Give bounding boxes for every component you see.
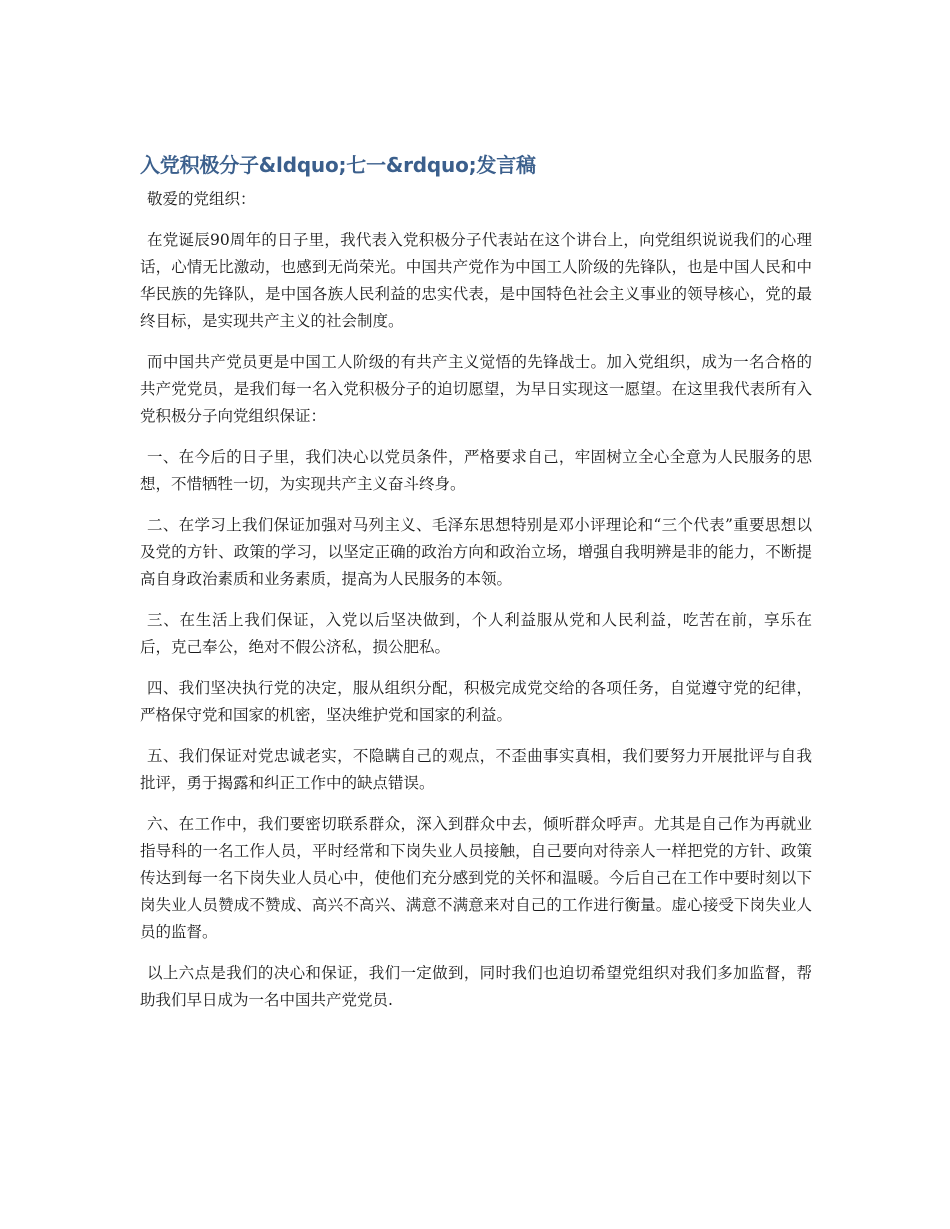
paragraph-point-6: 六、在工作中，我们要密切联系群众，深入到群众中去，倾听群众呼声。尤其是自己作为再就业指导科的一名工作人员，平时经常和下岗失业人员接触，自己要向对待亲人一样把党的方针、政策传达到每一名下岗失业人员心中，使他们充分感到党的关怀和温暖。今后自己在工作中要时刻以下岗失业人员赞成不赞成、高兴不高兴、满意不满意来对自己的工作进行衡量。虚心接受下岗失业人员的监督。	[140, 815, 812, 941]
document-title: 入党积极分子&ldquo;七一&rdquo;发言稿	[140, 153, 536, 177]
salutation: 敬爱的党组织：	[147, 190, 256, 208]
paragraph-point-5: 五、我们保证对党忠诚老实，不隐瞒自己的观点，不歪曲事实真相，我们要努力开展批评与自我批评，勇于揭露和纠正工作中的缺点错误。	[140, 747, 812, 792]
paragraph-point-1: 一、在今后的日子里，我们决心以党员条件，严格要求自己，牢固树立全心全意为人民服务的思想，不惜牺牲一切，为实现共产主义奋斗终身。	[140, 448, 812, 493]
paragraph-conclusion: 以上六点是我们的决心和保证，我们一定做到，同时我们也迫切希望党组织对我们多加监督，帮助我们早日成为一名中国共产党党员.	[140, 964, 812, 1009]
paragraph-point-2: 二、在学习上我们保证加强对马列主义、毛泽东思想特别是邓小评理论和“三个代表”重要思想以及党的方针、政策的学习，以坚定正确的政治方向和政治立场，增强自我明辨是非的能力，不断提高自身政治素质和业务素质，提高为人民服务的本领。	[140, 516, 812, 588]
paragraph-pledge-intro: 而中国共产党员更是中国工人阶级的有共产主义觉悟的先锋战士。加入党组织，成为一名合格的共产党党员，是我们每一名入党积极分子的迫切愿望，为早日实现这一愿望。在这里我代表所有入党积极分子向党组织保证：	[140, 353, 812, 425]
document-page	[140, 148, 812, 1028]
paragraph-point-3: 三、在生活上我们保证，入党以后坚决做到，个人利益服从党和人民利益，吃苦在前，享乐在后，克己奉公，绝对不假公济私，损公肥私。	[140, 611, 812, 656]
paragraph-point-4: 四、我们坚决执行党的决定，服从组织分配，积极完成党交给的各项任务，自觉遵守党的纪律，严格保守党和国家的机密，坚决维护党和国家的利益。	[140, 679, 812, 724]
paragraph-intro: 在党诞辰90周年的日子里，我代表入党积极分子代表站在这个讲台上，向党组织说说我们的心理话，心情无比激动，也感到无尚荣光。中国共产党作为中国工人阶级的先锋队，也是中国人民和中华民族的先锋队，是中国各族人民利益的忠实代表，是中国特色社会主义事业的领导核心，党的最终目标，是实现共产主义的社会制度。	[140, 231, 812, 330]
